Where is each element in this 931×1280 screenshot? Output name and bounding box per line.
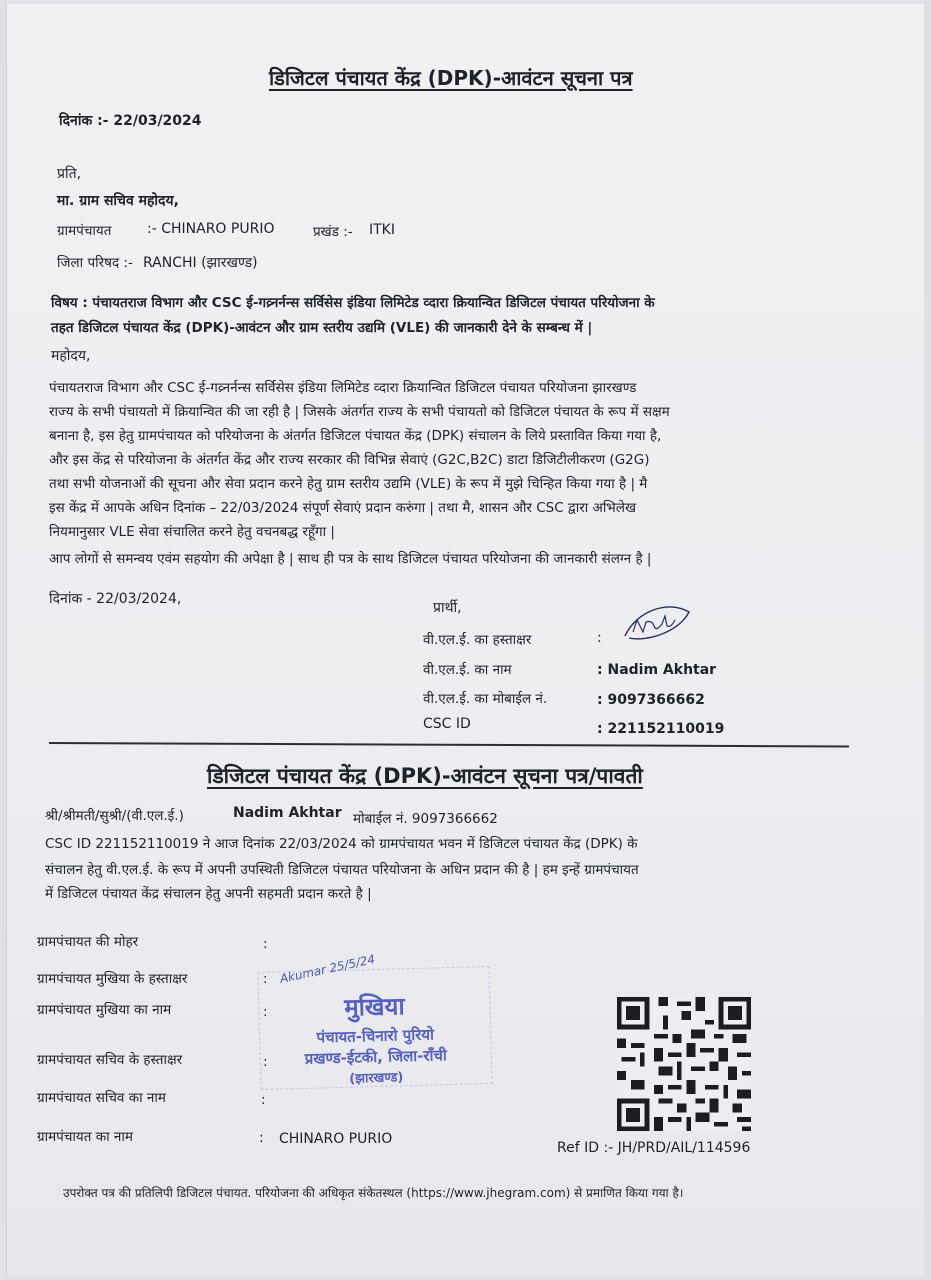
letter-date: दिनांक :- 22/03/2024 — [59, 113, 202, 129]
section-divider — [49, 742, 849, 747]
receipt-title: डिजिटल पंचायत केंद्र (DPK)-आवंटन सूचना पत्र/पावती — [207, 764, 643, 788]
vle-mobile-label: वी.एल.ई. का मोबाईल नं. — [423, 691, 548, 707]
field-sep-mukhiya-sign: : — [263, 971, 268, 987]
mukhiya-handwritten-signature: Akumar 25/5/24 — [278, 952, 377, 986]
vle-mobile-value: : 9097366662 — [597, 692, 705, 708]
prarthi-text: प्रार्थी, — [433, 600, 462, 616]
field-sep-secretary-sign: : — [263, 1054, 268, 1070]
stamp-title: मुखिया — [343, 992, 405, 1022]
field-value-gp-name: CHINARO PURIO — [279, 1131, 393, 1147]
body-line-2: राज्य के सभी पंचायतो में क्रियान्वित की जा रही है | जिसके अंतर्गत राज्य के सभी पंचायतो को डिजिटल पंचायत के रूप में सक्षम — [49, 404, 670, 420]
body-line-6: इस केंद्र में आपके अधिन दिनांक – 22/03/2024 संपूर्ण सेवाएं प्रदान करुंगा | तथा मै, शासन और CSC द्वारा अभिलेख — [49, 500, 636, 516]
vle-name-value: : Nadim Akhtar — [597, 662, 717, 678]
vle-name-label: वी.एल.ई. का नाम — [423, 662, 512, 678]
field-sep-gp-name: : — [259, 1130, 264, 1146]
receipt-line-2: CSC ID 221152110019 ने आज दिनांक 22/03/2024 को ग्रामपंचायत भवन में डिजिटल पंचायत केंद्र (DPK) के — [45, 836, 638, 852]
prati-text: प्रति, — [57, 166, 82, 182]
ref-id: Ref ID :- JH/PRD/AIL/114596 — [557, 1140, 751, 1156]
body-line-5: तथा सभी योजनाओं की सूचना और सेवा प्रदान करने हेतु ग्राम स्तरीय उद्यमि (VLE) के रूप में मुझे चिन्हित किया गया है | मै — [49, 476, 648, 492]
vle-sign-sep: : — [597, 630, 602, 646]
body-line-3: बनाना है, इस हेतु ग्रामपंचायत को परियोजना के अंतर्गत डिजिटल पंचायत केंद्र (DPK) संचालन के लिये प्रस्तावित किया गया है, — [49, 428, 662, 444]
mukhiya-stamp — [257, 966, 492, 1090]
body-line-4: और इस केंद्र से परियोजना के अंतर्गत केंद्र और राज्य सरकार की विभिन्न सेवाएं (G2C,B2C) डाटा डिजिटीलीकरण (G2G) — [49, 452, 650, 468]
receipt-mobile: मोबाईल नं. 9097366662 — [353, 811, 498, 827]
field-sep-secretary-name: : — [261, 1092, 266, 1108]
salutation: महोदय, — [51, 348, 91, 364]
gp-value: :- CHINARO PURIO — [147, 221, 275, 237]
block-label: प्रखंड :- — [313, 224, 353, 240]
field-label-secretary-sign: ग्रामपंचायत सचिव के हस्ताक्षर — [37, 1052, 183, 1068]
receipt-line-4: में डिजिटल पंचायत केंद्र संचालन हेतु अपनी सहमती प्रदान करते है | — [45, 886, 372, 902]
letter-title: डिजिटल पंचायत केंद्र (DPK)-आवंटन सूचना पत्र — [269, 66, 633, 90]
body-line-1: पंचायतराज विभाग और CSC ई-गव्र्नर्नन्स सर्विसेस इंडिया लिमिटेड व्दारा क्रियान्वित डिजिटल पंचायत परियोजना झारखण्ड — [49, 380, 637, 396]
letter-page — [6, 4, 924, 1276]
csc-id-value: : 221152110019 — [597, 721, 725, 737]
field-sep-seal: : — [263, 936, 268, 952]
csc-id-label: CSC ID — [423, 716, 471, 732]
field-label-secretary-name: ग्रामपंचायत सचिव का नाम — [37, 1090, 166, 1106]
closing-date: दिनांक - 22/03/2024, — [49, 591, 182, 607]
field-label-mukhiya-sign: ग्रामपंचायत मुखिया के हस्ताक्षर — [37, 971, 188, 987]
receipt-vle-name: Nadim Akhtar — [233, 805, 342, 821]
vle-signature-image — [619, 602, 695, 646]
receipt-line-1-prefix: श्री/श्रीमती/सुश्री/(वी.एल.ई.) — [45, 808, 184, 824]
field-label-seal: ग्रामपंचायत की मोहर — [37, 934, 139, 950]
district-label: जिला परिषद :- — [57, 255, 133, 271]
body-line-8: आप लोगों से समन्वय एवंम सहयोग की अपेक्षा है | साथ ही पत्र के साथ डिजिटल पंचायत परियोजना की जानकारी संलग्न है | — [49, 551, 652, 567]
footer-note: उपरोक्त पत्र की प्रतिलिपी डिजिटल पंचायत. परियोजना की अधिकृत संकेतस्थल (https://www.jhegram.com) से प्रमाणित किया गया है। — [63, 1186, 684, 1200]
qr-code-icon — [617, 997, 751, 1131]
stamp-block: प्रखण्ड-ईटकी, जिला-राँची — [304, 1046, 448, 1068]
stamp-panchayat: पंचायत-चिनारो पुरियो — [316, 1025, 435, 1047]
stamp-state: (झारखण्ड) — [349, 1070, 404, 1087]
block-value: ITKI — [369, 222, 395, 238]
receipt-line-3: संचालन हेतु वी.एल.ई. के रूप में अपनी उपस्थिती डिजिटल पंचायत परियोजना के अधिन प्रदान की है | हम इन्हें ग्रामपंचायत — [45, 862, 639, 878]
district-value: RANCHI (झारखण्ड) — [143, 255, 258, 271]
field-sep-mukhiya-name: : — [263, 1004, 268, 1020]
field-label-mukhiya-name: ग्रामपंचायत मुखिया का नाम — [37, 1002, 172, 1018]
vle-sign-label: वी.एल.ई. का हस्ताक्षर — [423, 632, 532, 648]
field-label-gp-name: ग्रामपंचायत का नाम — [37, 1129, 133, 1145]
recipient-text: मा. ग्राम सचिव महोदय, — [57, 193, 179, 209]
subject-line-2: तहत डिजिटल पंचायत केंद्र (DPK)-आवंटन और ग्राम स्तरीय उद्यमि (VLE) की जानकारी देने के सम्बन्ध में | — [51, 320, 593, 336]
gp-label: ग्रामपंचायत — [57, 223, 112, 239]
subject-line-1: विषय : पंचायतराज विभाग और CSC ई-गव्र्नर्नन्स सर्विसेस इंडिया लिमिटेड व्दारा क्रियान्वित डिजिटल पंचायत परियोजना के — [51, 295, 655, 311]
body-line-7: नियमानुसार VLE सेवा संचालित करने हेतु वचनबद्ध रहूँगा | — [49, 524, 335, 540]
